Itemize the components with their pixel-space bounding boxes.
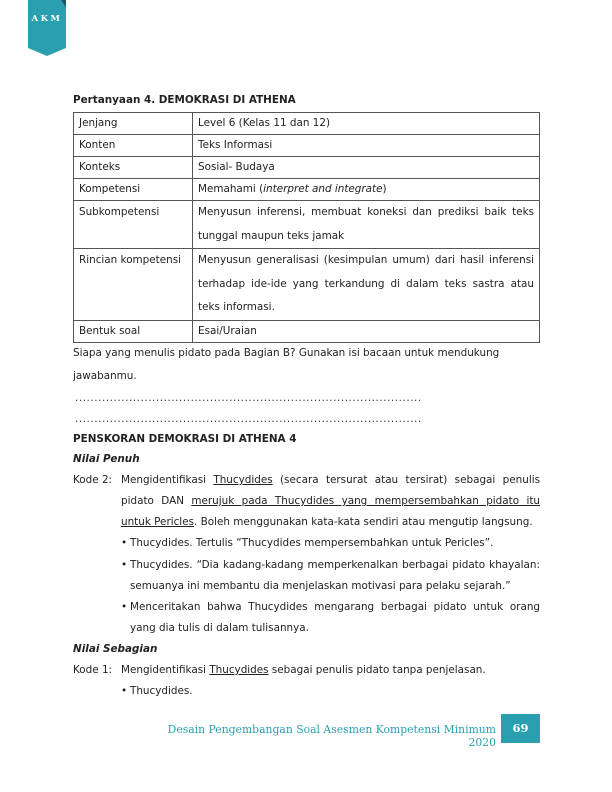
bullet-marker: •: [121, 601, 128, 613]
row-value: [193, 249, 540, 321]
bullet-item: Thucydides. “Dia kadang-kadang memperkenalkan berbagai pidato khayalan:: [130, 559, 540, 571]
table-row: [74, 201, 540, 249]
value-line: terhadap ide-ide yang terkandung di dalam teks sastra atau: [198, 277, 534, 290]
answer-keyword: merujuk pada Thucydides yang mempersembahkan pidato itu: [191, 495, 541, 507]
bullet-marker: •: [121, 685, 128, 697]
footer-title: Desain Pengembangan Soal Asesmen Kompetensi Minimum 2020: [167, 723, 496, 749]
question-title: Pertanyaan 4. DEMOKRASI DI ATHENA: [73, 94, 296, 106]
value-line: Menyusun inferensi, membuat koneksi dan prediksi baik teks: [198, 206, 534, 218]
table-row: [74, 135, 540, 157]
scoring-title: PENSKORAN DEMOKRASI DI ATHENA 4: [73, 433, 297, 445]
row-label: Rincian kompetensi: [74, 249, 193, 321]
row-value: Teks Informasi: [193, 135, 540, 157]
code-1-label: Kode 1:: [73, 664, 113, 676]
answer-keyword: Thucydides: [213, 474, 273, 486]
value-line: teks informasi.: [198, 301, 275, 313]
bullet-item: Thucydides.: [130, 685, 193, 697]
competency-table: [73, 112, 540, 343]
row-value: Level 6 (Kelas 11 dan 12): [193, 113, 540, 135]
code-2-text-line: untuk Pericles. Boleh menggunakan kata-kata sendiri atau mengutip langsung.: [121, 516, 533, 528]
table-row: [74, 320, 540, 342]
value-italic: interpret and integrate: [263, 183, 383, 195]
bullet-item-continued: yang dia tulis di dalam tulisannya.: [130, 622, 309, 634]
bullet-item: Menceritakan bahwa Thucydides mengarang berbagai pidato untuk orang: [130, 601, 540, 613]
question-text-line: Siapa yang menulis pidato pada Bagian B? Gunakan isi bacaan untuk mendukung: [73, 347, 500, 359]
row-label: Jenjang: [74, 113, 193, 135]
bullet-marker: •: [121, 559, 128, 571]
row-label: Konteks: [74, 157, 193, 179]
answer-keyword: Thucydides: [209, 664, 269, 676]
row-value: [193, 201, 540, 249]
value-line: tunggal maupun teks jamak: [198, 229, 345, 242]
row-label: Konten: [74, 135, 193, 157]
code-2-label: Kode 2:: [73, 474, 113, 486]
bullet-item: Thucydides. Tertulis “Thucydides mempersembahkan untuk Pericles”.: [130, 537, 494, 549]
full-credit-heading: Nilai Penuh: [73, 453, 140, 465]
partial-credit-heading: Nilai Sebagian: [73, 643, 158, 655]
question-text-line: jawabanmu.: [73, 370, 137, 382]
value-prefix: Memahami (: [198, 183, 264, 195]
table-row: [74, 157, 540, 179]
table-row: [74, 113, 540, 135]
row-label: Subkompetensi: [74, 201, 193, 249]
table-row: [74, 179, 540, 201]
row-value: Esai/Uraian: [193, 320, 540, 342]
value-suffix: ): [382, 183, 387, 195]
value-line: Menyusun generalisasi (kesimpulan umum) dari hasil inferensi: [198, 254, 534, 266]
row-label: Kompetensi: [74, 179, 193, 201]
row-label: Bentuk soal: [74, 320, 193, 342]
answer-keyword: untuk Pericles: [121, 516, 195, 528]
code-2-text-line: Mengidentifikasi Thucydides (secara tersurat atau tersirat) sebagai penulis: [121, 474, 541, 486]
code-2-text-line: pidato DAN merujuk pada Thucydides yang mempersembahkan pidato itu: [121, 495, 541, 507]
page-number: 69: [501, 714, 540, 743]
akm-badge: [28, 0, 66, 56]
row-value: Sosial- Budaya: [193, 157, 540, 179]
table-row: [74, 249, 540, 321]
answer-line: ..........................................................................................: [75, 413, 422, 425]
code-1-text-line: Mengidentifikasi Thucydides sebagai penulis pidato tanpa penjelasan.: [121, 664, 486, 676]
badge-label: AKM: [31, 14, 63, 24]
bullet-item-continued: semuanya ini membantu dia menjelaskan motivasi para pelaku sejarah.”: [130, 580, 511, 592]
row-value: [193, 179, 540, 201]
answer-line: ..........................................................................................: [75, 392, 422, 404]
bullet-marker: •: [121, 537, 128, 549]
